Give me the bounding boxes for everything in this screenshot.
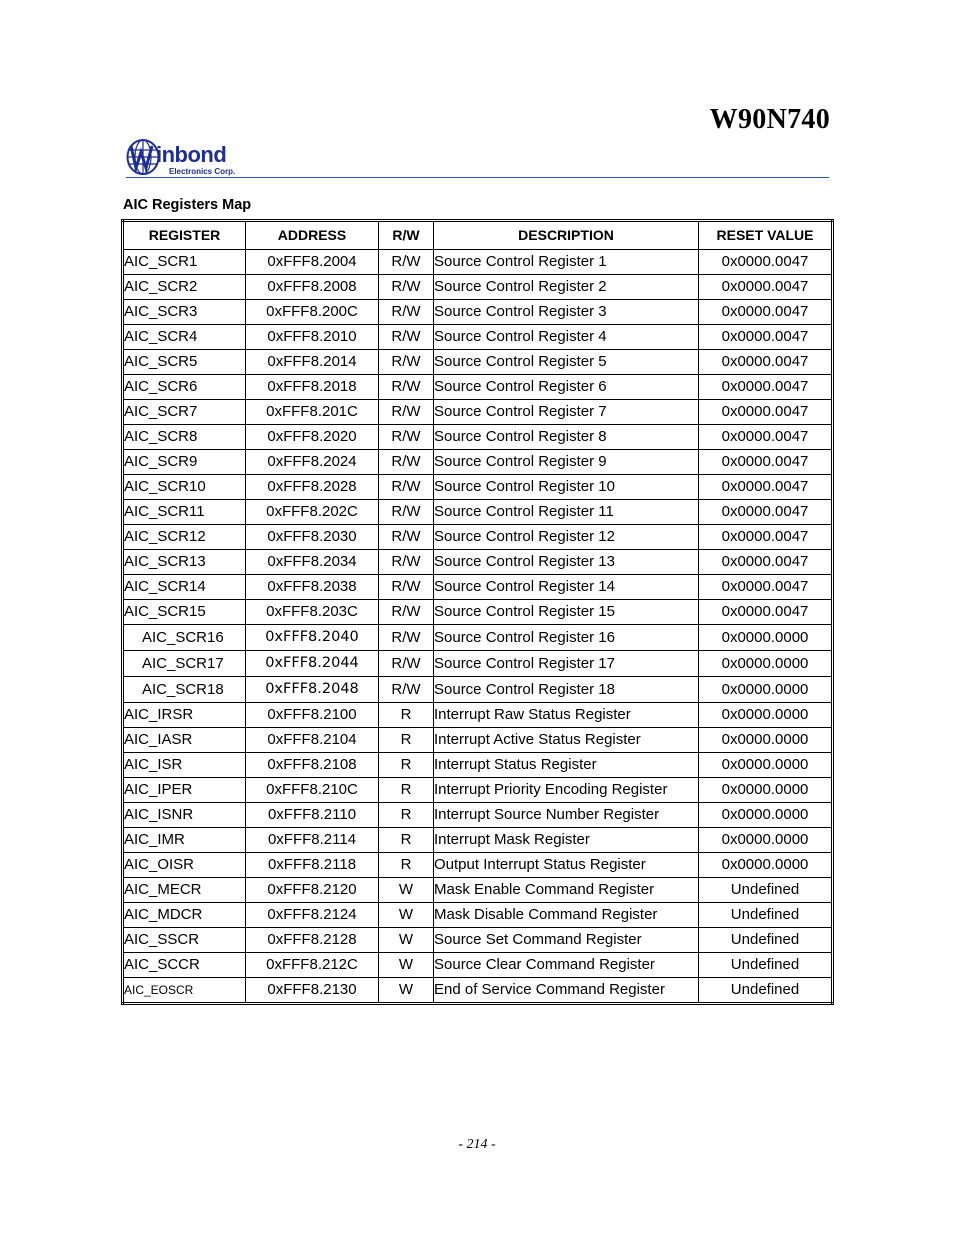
description-cell: Source Control Register 14 xyxy=(434,575,699,600)
address-cell: 0xFFF8.2028 xyxy=(246,475,379,500)
register-name-cell: AIC_SCR9 xyxy=(123,450,246,475)
table-row xyxy=(123,928,833,953)
reset-value-cell: 0x0000.0047 xyxy=(699,325,833,350)
reset-value-cell: 0x0000.0000 xyxy=(699,853,833,878)
description-cell: Source Control Register 1 xyxy=(434,250,699,275)
reset-value-cell: 0x0000.0000 xyxy=(699,677,833,703)
register-name-cell: AIC_ISR xyxy=(123,753,246,778)
address-cell: 0xFFF8.200C xyxy=(246,300,379,325)
description-cell: Source Control Register 12 xyxy=(434,525,699,550)
register-name-cell: AIC_SCR16 xyxy=(123,625,246,651)
table-row xyxy=(123,450,833,475)
description-cell: Source Control Register 13 xyxy=(434,550,699,575)
description-cell: Interrupt Status Register xyxy=(434,753,699,778)
table-row xyxy=(123,753,833,778)
reset-value-cell: 0x0000.0047 xyxy=(699,500,833,525)
table-row xyxy=(123,350,833,375)
address-cell: 0xFFF8.2034 xyxy=(246,550,379,575)
address-cell: 0xFFF8.2020 xyxy=(246,425,379,450)
description-cell: Source Control Register 17 xyxy=(434,651,699,677)
access-cell: R xyxy=(379,753,434,778)
access-cell: R/W xyxy=(379,475,434,500)
register-name-cell: AIC_SCR2 xyxy=(123,275,246,300)
table-row xyxy=(123,651,833,677)
register-name-cell: AIC_SCR18 xyxy=(123,677,246,703)
table-row xyxy=(123,853,833,878)
table-row xyxy=(123,828,833,853)
access-cell: R/W xyxy=(379,575,434,600)
reset-value-cell: Undefined xyxy=(699,928,833,953)
reset-value-cell: 0x0000.0047 xyxy=(699,525,833,550)
register-name-cell: AIC_SCR8 xyxy=(123,425,246,450)
register-name-cell: AIC_IMR xyxy=(123,828,246,853)
register-name-cell: AIC_SCR4 xyxy=(123,325,246,350)
register-map-table xyxy=(121,219,834,1005)
reset-value-cell: 0x0000.0047 xyxy=(699,450,833,475)
address-cell: 0xFFF8.2010 xyxy=(246,325,379,350)
reset-value-cell: 0x0000.0000 xyxy=(699,651,833,677)
table-row xyxy=(123,878,833,903)
reset-value-cell: Undefined xyxy=(699,903,833,928)
register-name-cell: AIC_SCR6 xyxy=(123,375,246,400)
access-cell: R xyxy=(379,703,434,728)
address-cell: 0xFFF8.2004 xyxy=(246,250,379,275)
reset-value-cell: 0x0000.0000 xyxy=(699,803,833,828)
reset-value-cell: 0x0000.0047 xyxy=(699,425,833,450)
reset-value-cell: 0x0000.0047 xyxy=(699,350,833,375)
table-row xyxy=(123,550,833,575)
access-cell: R/W xyxy=(379,300,434,325)
reset-value-cell: 0x0000.0000 xyxy=(699,625,833,651)
address-cell: 0xFFF8.2024 xyxy=(246,450,379,475)
reset-value-cell: 0x0000.0047 xyxy=(699,250,833,275)
table-row xyxy=(123,300,833,325)
description-cell: Interrupt Raw Status Register xyxy=(434,703,699,728)
access-cell: R/W xyxy=(379,450,434,475)
table-row xyxy=(123,425,833,450)
description-cell: Source Clear Command Register xyxy=(434,953,699,978)
reset-value-cell: 0x0000.0047 xyxy=(699,475,833,500)
reset-value-cell: 0x0000.0000 xyxy=(699,728,833,753)
section-title: AIC Registers Map xyxy=(123,197,252,213)
description-cell: Interrupt Priority Encoding Register xyxy=(434,778,699,803)
register-name-cell: AIC_ISNR xyxy=(123,803,246,828)
access-cell: R xyxy=(379,803,434,828)
access-cell: R/W xyxy=(379,325,434,350)
reset-value-cell: 0x0000.0047 xyxy=(699,600,833,625)
address-cell: 0xFFF8.2130 xyxy=(246,978,379,1004)
register-name-cell: AIC_MDCR xyxy=(123,903,246,928)
table-row xyxy=(123,575,833,600)
table-row xyxy=(123,803,833,828)
reset-value-cell: Undefined xyxy=(699,953,833,978)
reset-value-cell: 0x0000.0047 xyxy=(699,550,833,575)
register-name-cell: AIC_SCR10 xyxy=(123,475,246,500)
register-name-cell: AIC_SCR13 xyxy=(123,550,246,575)
table-header-row xyxy=(123,221,833,250)
description-cell: Source Control Register 10 xyxy=(434,475,699,500)
register-name-cell: AIC_SCR15 xyxy=(123,600,246,625)
reset-value-cell: Undefined xyxy=(699,878,833,903)
address-cell: 0xFFF8.210C xyxy=(246,778,379,803)
address-cell: 0xFFF8.2100 xyxy=(246,703,379,728)
access-cell: R xyxy=(379,853,434,878)
access-cell: R/W xyxy=(379,350,434,375)
table-row xyxy=(123,525,833,550)
description-cell: Output Interrupt Status Register xyxy=(434,853,699,878)
access-cell: W xyxy=(379,953,434,978)
address-cell: 0xFFF8.2040 xyxy=(246,625,379,651)
register-name-cell: AIC_SCR1 xyxy=(123,250,246,275)
description-cell: Source Set Command Register xyxy=(434,928,699,953)
address-cell: 0xFFF8.2104 xyxy=(246,728,379,753)
register-name-cell: AIC_EOSCR xyxy=(123,978,246,1004)
table-row xyxy=(123,625,833,651)
page-number: - 214 - xyxy=(458,1137,496,1152)
table-row xyxy=(123,325,833,350)
register-name-cell: AIC_SCCR xyxy=(123,953,246,978)
address-cell: 0xFFF8.203C xyxy=(246,600,379,625)
document-title: W90N740 xyxy=(709,104,830,135)
address-cell: 0xFFF8.2124 xyxy=(246,903,379,928)
access-cell: R/W xyxy=(379,651,434,677)
reset-value-cell: 0x0000.0047 xyxy=(699,575,833,600)
address-cell: 0xFFF8.2048 xyxy=(246,677,379,703)
description-cell: Source Control Register 5 xyxy=(434,350,699,375)
address-cell: 0xFFF8.2018 xyxy=(246,375,379,400)
table-row xyxy=(123,600,833,625)
access-cell: R/W xyxy=(379,425,434,450)
address-cell: 0xFFF8.2008 xyxy=(246,275,379,300)
reset-value-cell: 0x0000.0047 xyxy=(699,375,833,400)
access-cell: R/W xyxy=(379,600,434,625)
address-cell: 0xFFF8.2118 xyxy=(246,853,379,878)
address-cell: 0xFFF8.2110 xyxy=(246,803,379,828)
access-cell: W xyxy=(379,903,434,928)
register-name-cell: AIC_IASR xyxy=(123,728,246,753)
register-name-cell: AIC_OISR xyxy=(123,853,246,878)
reset-value-cell: 0x0000.0000 xyxy=(699,703,833,728)
description-cell: End of Service Command Register xyxy=(434,978,699,1004)
register-name-cell: AIC_SCR5 xyxy=(123,350,246,375)
access-cell: R xyxy=(379,778,434,803)
table-row xyxy=(123,677,833,703)
address-cell: 0xFFF8.2114 xyxy=(246,828,379,853)
table-row xyxy=(123,475,833,500)
reset-value-cell: 0x0000.0047 xyxy=(699,300,833,325)
reset-value-cell: Undefined xyxy=(699,978,833,1004)
address-cell: 0xFFF8.2014 xyxy=(246,350,379,375)
access-cell: R/W xyxy=(379,400,434,425)
description-cell: Source Control Register 16 xyxy=(434,625,699,651)
description-cell: Source Control Register 6 xyxy=(434,375,699,400)
description-cell: Interrupt Source Number Register xyxy=(434,803,699,828)
reset-value-cell: 0x0000.0000 xyxy=(699,753,833,778)
logo-subtitle: Electronics Corp. xyxy=(169,167,236,176)
logo-wordmark: inbond xyxy=(156,142,227,167)
register-name-cell: AIC_SCR3 xyxy=(123,300,246,325)
column-header-description: DESCRIPTION xyxy=(434,221,699,250)
address-cell: 0xFFF8.202C xyxy=(246,500,379,525)
address-cell: 0xFFF8.212C xyxy=(246,953,379,978)
description-cell: Source Control Register 2 xyxy=(434,275,699,300)
reset-value-cell: 0x0000.0000 xyxy=(699,828,833,853)
description-cell: Source Control Register 15 xyxy=(434,600,699,625)
register-name-cell: AIC_SCR17 xyxy=(123,651,246,677)
table-row xyxy=(123,275,833,300)
description-cell: Source Control Register 8 xyxy=(434,425,699,450)
column-header-address: ADDRESS xyxy=(246,221,379,250)
description-cell: Interrupt Mask Register xyxy=(434,828,699,853)
access-cell: R/W xyxy=(379,677,434,703)
register-name-cell: AIC_SCR11 xyxy=(123,500,246,525)
register-name-cell: AIC_MECR xyxy=(123,878,246,903)
reset-value-cell: 0x0000.0000 xyxy=(699,778,833,803)
register-name-cell: AIC_SCR12 xyxy=(123,525,246,550)
address-cell: 0xFFF8.2030 xyxy=(246,525,379,550)
access-cell: W xyxy=(379,978,434,1004)
description-cell: Mask Enable Command Register xyxy=(434,878,699,903)
register-name-cell: AIC_SCR7 xyxy=(123,400,246,425)
table-row xyxy=(123,375,833,400)
address-cell: 0xFFF8.2038 xyxy=(246,575,379,600)
table-row xyxy=(123,500,833,525)
address-cell: 0xFFF8.2128 xyxy=(246,928,379,953)
address-cell: 0xFFF8.2044 xyxy=(246,651,379,677)
access-cell: W xyxy=(379,928,434,953)
description-cell: Source Control Register 9 xyxy=(434,450,699,475)
table-row xyxy=(123,250,833,275)
register-name-cell: AIC_IPER xyxy=(123,778,246,803)
register-name-cell: AIC_SSCR xyxy=(123,928,246,953)
table-row xyxy=(123,778,833,803)
table-row xyxy=(123,953,833,978)
description-cell: Source Control Register 4 xyxy=(434,325,699,350)
address-cell: 0xFFF8.2120 xyxy=(246,878,379,903)
description-cell: Interrupt Active Status Register xyxy=(434,728,699,753)
table-row xyxy=(123,703,833,728)
access-cell: R xyxy=(379,728,434,753)
description-cell: Source Control Register 18 xyxy=(434,677,699,703)
description-cell: Source Control Register 11 xyxy=(434,500,699,525)
winbond-logo xyxy=(126,138,256,178)
column-header-rw: R/W xyxy=(379,221,434,250)
reset-value-cell: 0x0000.0047 xyxy=(699,275,833,300)
access-cell: R/W xyxy=(379,625,434,651)
description-cell: Source Control Register 3 xyxy=(434,300,699,325)
description-cell: Mask Disable Command Register xyxy=(434,903,699,928)
access-cell: R/W xyxy=(379,375,434,400)
description-cell: Source Control Register 7 xyxy=(434,400,699,425)
table-row xyxy=(123,728,833,753)
header-divider xyxy=(126,177,829,178)
access-cell: W xyxy=(379,878,434,903)
address-cell: 0xFFF8.2108 xyxy=(246,753,379,778)
table-row xyxy=(123,978,833,1004)
reset-value-cell: 0x0000.0047 xyxy=(699,400,833,425)
access-cell: R/W xyxy=(379,275,434,300)
column-header-reset-value: RESET VALUE xyxy=(699,221,833,250)
access-cell: R/W xyxy=(379,250,434,275)
address-cell: 0xFFF8.201C xyxy=(246,400,379,425)
access-cell: R/W xyxy=(379,500,434,525)
access-cell: R/W xyxy=(379,550,434,575)
table-row xyxy=(123,400,833,425)
table-body xyxy=(123,250,833,1004)
table-row xyxy=(123,903,833,928)
register-name-cell: AIC_SCR14 xyxy=(123,575,246,600)
globe-logo-icon xyxy=(126,138,160,178)
column-header-register: REGISTER xyxy=(123,221,246,250)
register-name-cell: AIC_IRSR xyxy=(123,703,246,728)
access-cell: R/W xyxy=(379,525,434,550)
access-cell: R xyxy=(379,828,434,853)
